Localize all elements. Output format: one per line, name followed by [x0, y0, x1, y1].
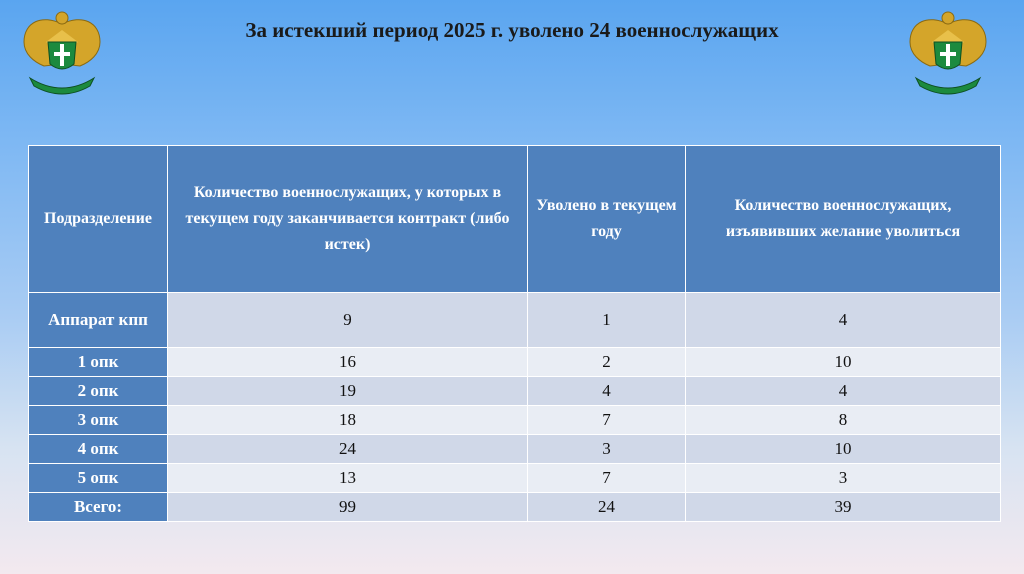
contract-ending-cell: 13 — [168, 464, 528, 493]
dismissed-cell: 1 — [528, 293, 686, 348]
dismissed-cell: 2 — [528, 348, 686, 377]
column-header-dismissed: Уволено в текущем году — [528, 146, 686, 293]
table-row — [29, 377, 1001, 406]
wish-to-leave-cell: 3 — [686, 464, 1001, 493]
table-total-row — [29, 493, 1001, 522]
unit-cell: Аппарат кпп — [29, 293, 168, 348]
wish-to-leave-cell: 10 — [686, 435, 1001, 464]
contract-ending-total-cell: 99 — [168, 493, 528, 522]
dismissed-total-cell: 24 — [528, 493, 686, 522]
unit-cell: 5 опк — [29, 464, 168, 493]
page-title: За истекший период 2025 г. уволено 24 военнослужащих — [245, 18, 779, 42]
table-row — [29, 348, 1001, 377]
dismissal-table — [28, 145, 1001, 522]
dismissed-cell: 7 — [528, 464, 686, 493]
column-header-unit: Подразделение — [29, 146, 168, 293]
table-row — [29, 435, 1001, 464]
unit-cell: 2 опк — [29, 377, 168, 406]
contract-ending-cell: 16 — [168, 348, 528, 377]
unit-cell: 1 опк — [29, 348, 168, 377]
column-header-wish-to-leave: Количество военнослужащих, изъявивших желание уволиться — [686, 146, 1001, 293]
wish-to-leave-cell: 4 — [686, 293, 1001, 348]
wish-to-leave-cell: 10 — [686, 348, 1001, 377]
column-header-contract-ending: Количество военнослужащих, у которых в текущем году заканчивается контракт (либо истек) — [168, 146, 528, 293]
dismissed-cell: 4 — [528, 377, 686, 406]
wish-to-leave-cell: 8 — [686, 406, 1001, 435]
contract-ending-cell: 18 — [168, 406, 528, 435]
wish-to-leave-cell: 4 — [686, 377, 1001, 406]
wish-to-leave-total-cell: 39 — [686, 493, 1001, 522]
contract-ending-cell: 9 — [168, 293, 528, 348]
total-label-cell: Всего: — [29, 493, 168, 522]
contract-ending-cell: 24 — [168, 435, 528, 464]
dismissed-cell: 7 — [528, 406, 686, 435]
contract-ending-cell: 19 — [168, 377, 528, 406]
table-header-row — [29, 146, 1001, 293]
unit-cell: 4 опк — [29, 435, 168, 464]
table-row — [29, 464, 1001, 493]
dismissed-cell: 3 — [528, 435, 686, 464]
unit-cell: 3 опк — [29, 406, 168, 435]
table-row — [29, 406, 1001, 435]
table-row — [29, 293, 1001, 348]
